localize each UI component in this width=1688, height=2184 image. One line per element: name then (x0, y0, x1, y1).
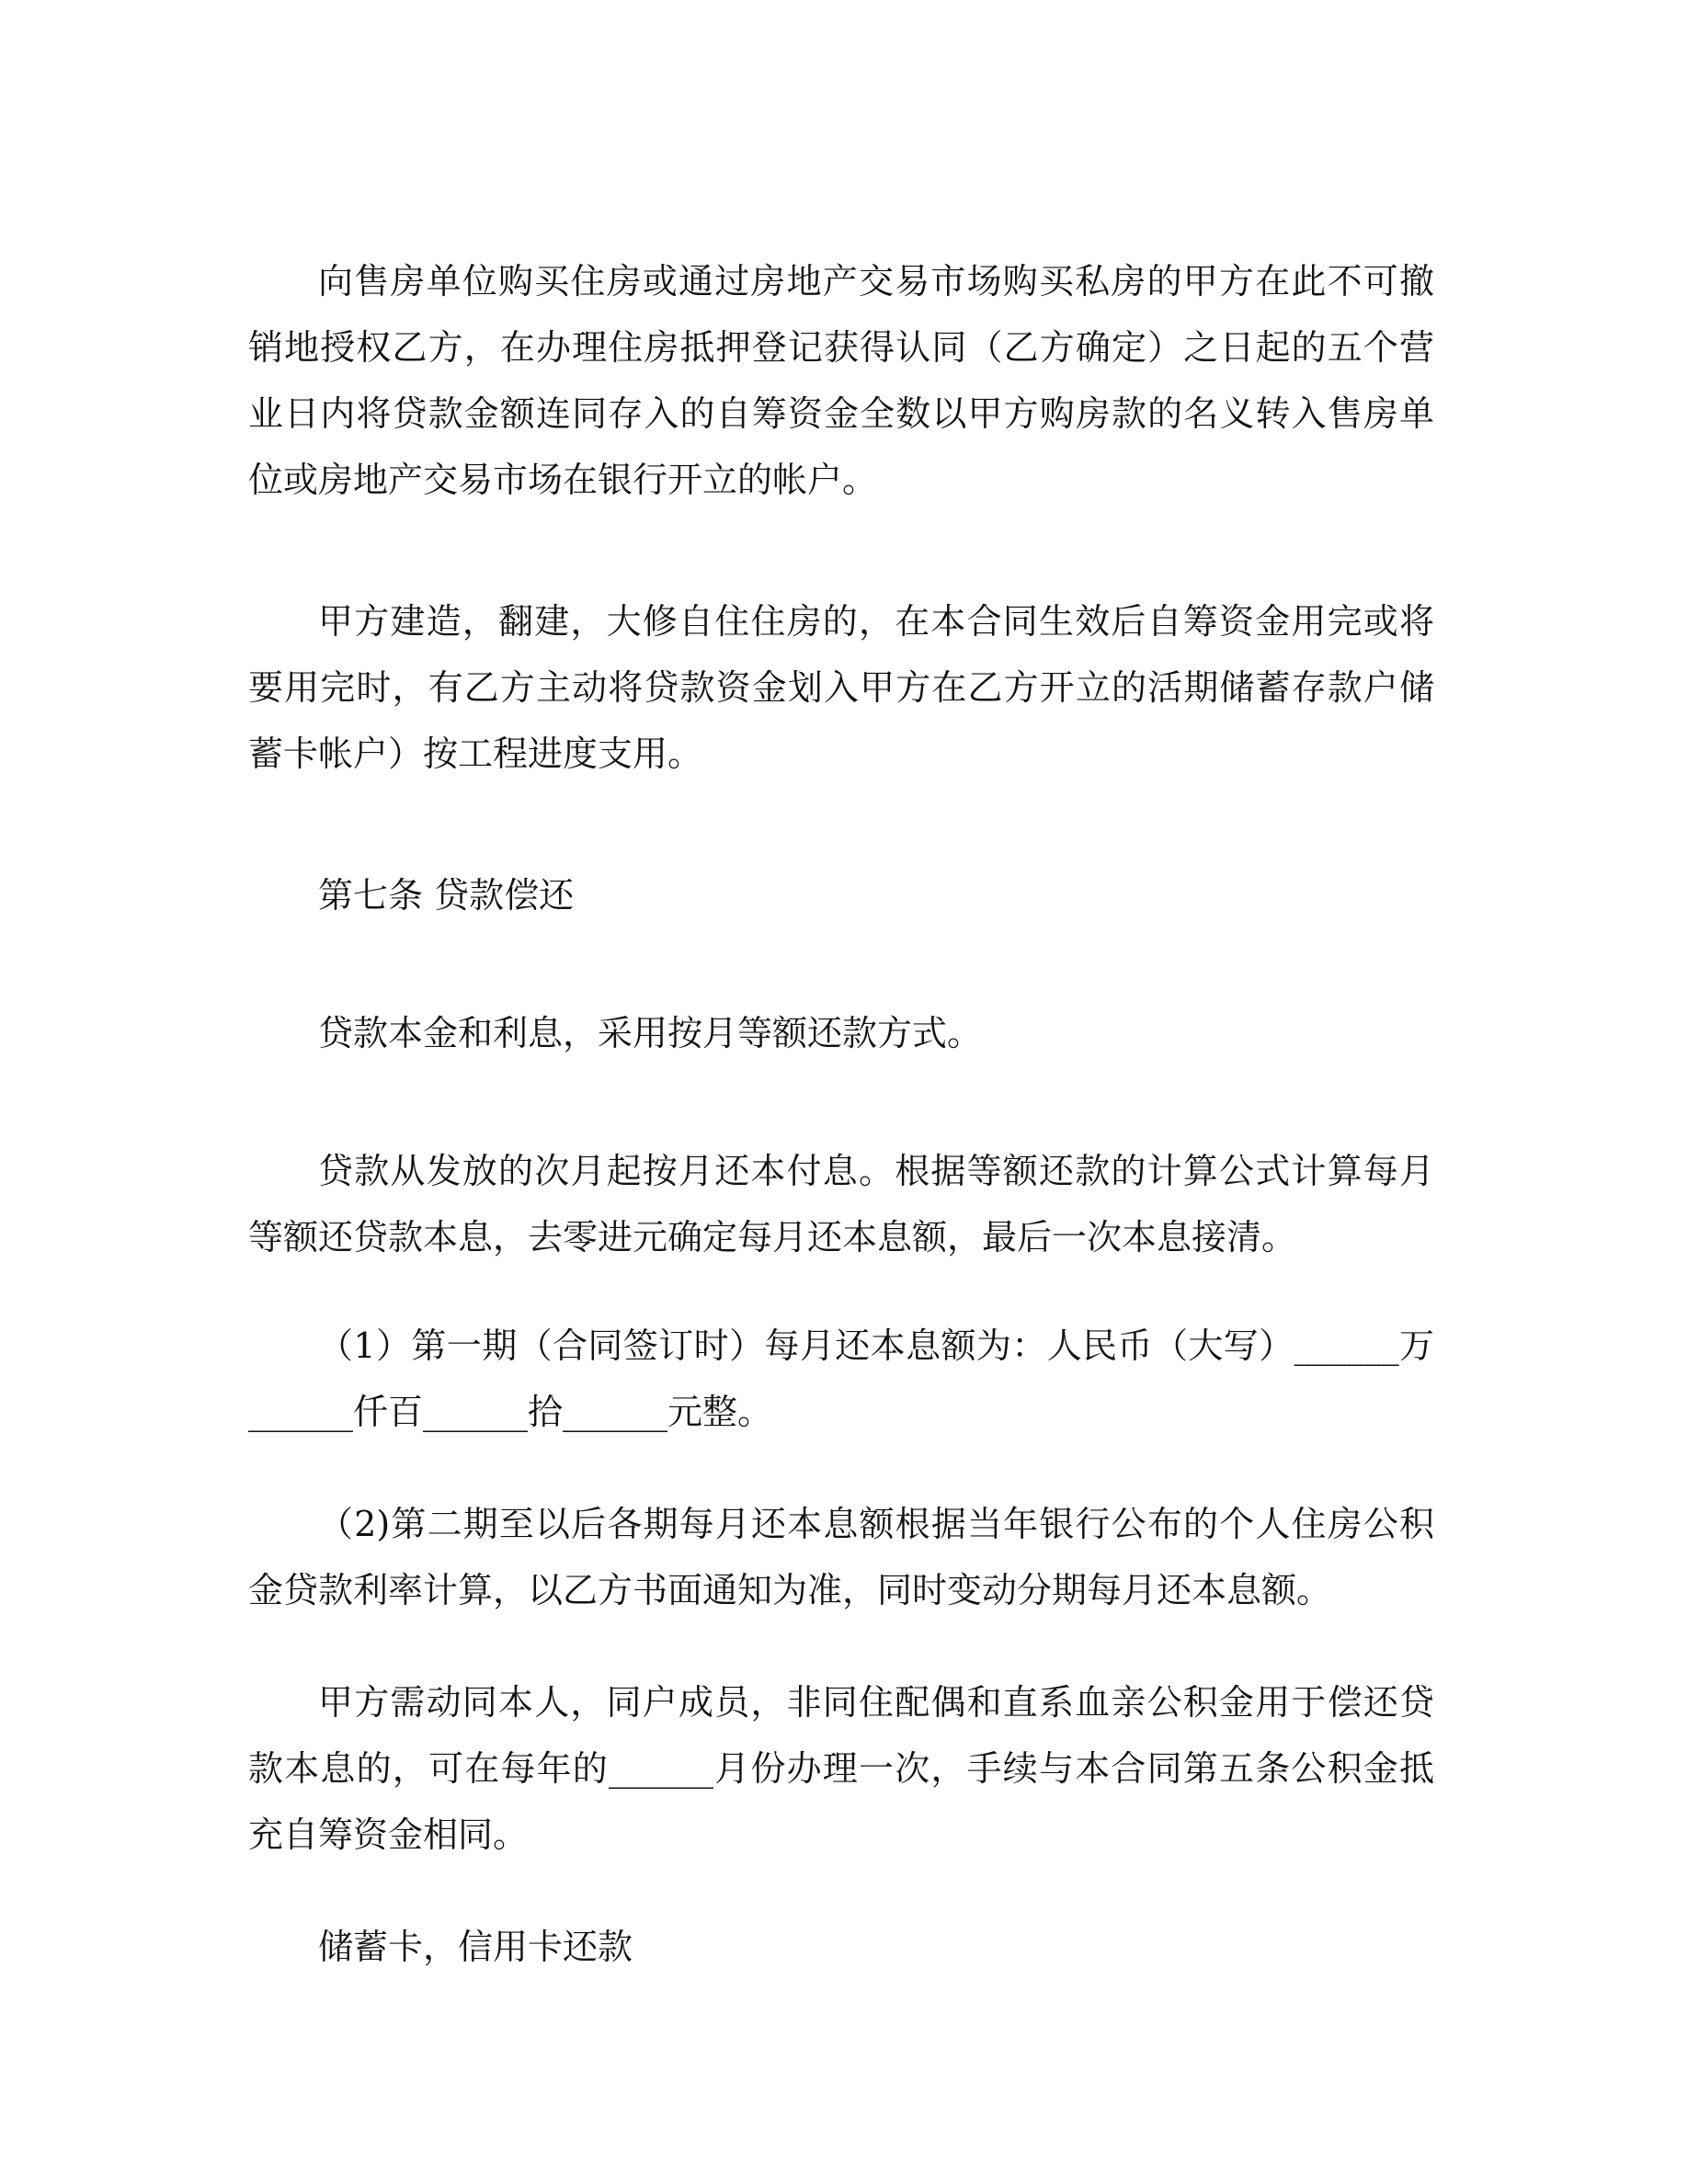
paragraph-monthly-payment: 贷款从发放的次月起按月还本付息。根据等额还款的计算公式计算每月等额还贷款本息，去零进元确定每月还本息额，最后一次本息接清。 (248, 1151, 1434, 1257)
paragraph-provident-fund-repayment: 甲方需动同本人，同户成员，非同住配偶和直系血亲公积金用于偿还贷款本息的，可在每年的______月份办理一次，手续与本合同第五条公积金抵充自筹资金相同。 (248, 1682, 1434, 1855)
article-seven-heading: 第七条 贷款偿还 (318, 875, 575, 916)
paragraph-card-repayment: 储蓄卡，信用卡还款 (318, 1927, 633, 1967)
paragraph-repayment-method: 贷款本金和利息，采用按月等额还款方式。 (318, 1013, 983, 1053)
paragraph-second-period-amount: （2)第二期至以后各期每月还本息额根据当年银行公布的个人住房公积金贷款利率计算，以乙方书面通知为准，同时变动分期每月还本息额。 (248, 1504, 1434, 1610)
paragraph-construction-funds: 甲方建造，翻建，大修自住住房的，在本合同生效后自筹资金用完或将要用完时，有乙方主动将贷款资金划入甲方在乙方开立的活期储蓄存款户储蓄卡帐户）按工程进度支用。 (248, 601, 1434, 774)
paragraph-first-period-amount: （1）第一期（合同签订时）每月还本息额为：人民币（大写）______万______仟百______拾______元整。 (248, 1325, 1434, 1432)
paragraph-purchase-authorization: 向售房单位购买住房或通过房地产交易市场购买私房的甲方在此不可撤销地授权乙方，在办理住房抵押登记获得认同（乙方确定）之日起的五个营业日内将贷款金额连同存入的自筹资金全数以甲方购房款的名义转入售房单位或房地产交易市场在银行开立的帐户。 (248, 261, 1434, 500)
